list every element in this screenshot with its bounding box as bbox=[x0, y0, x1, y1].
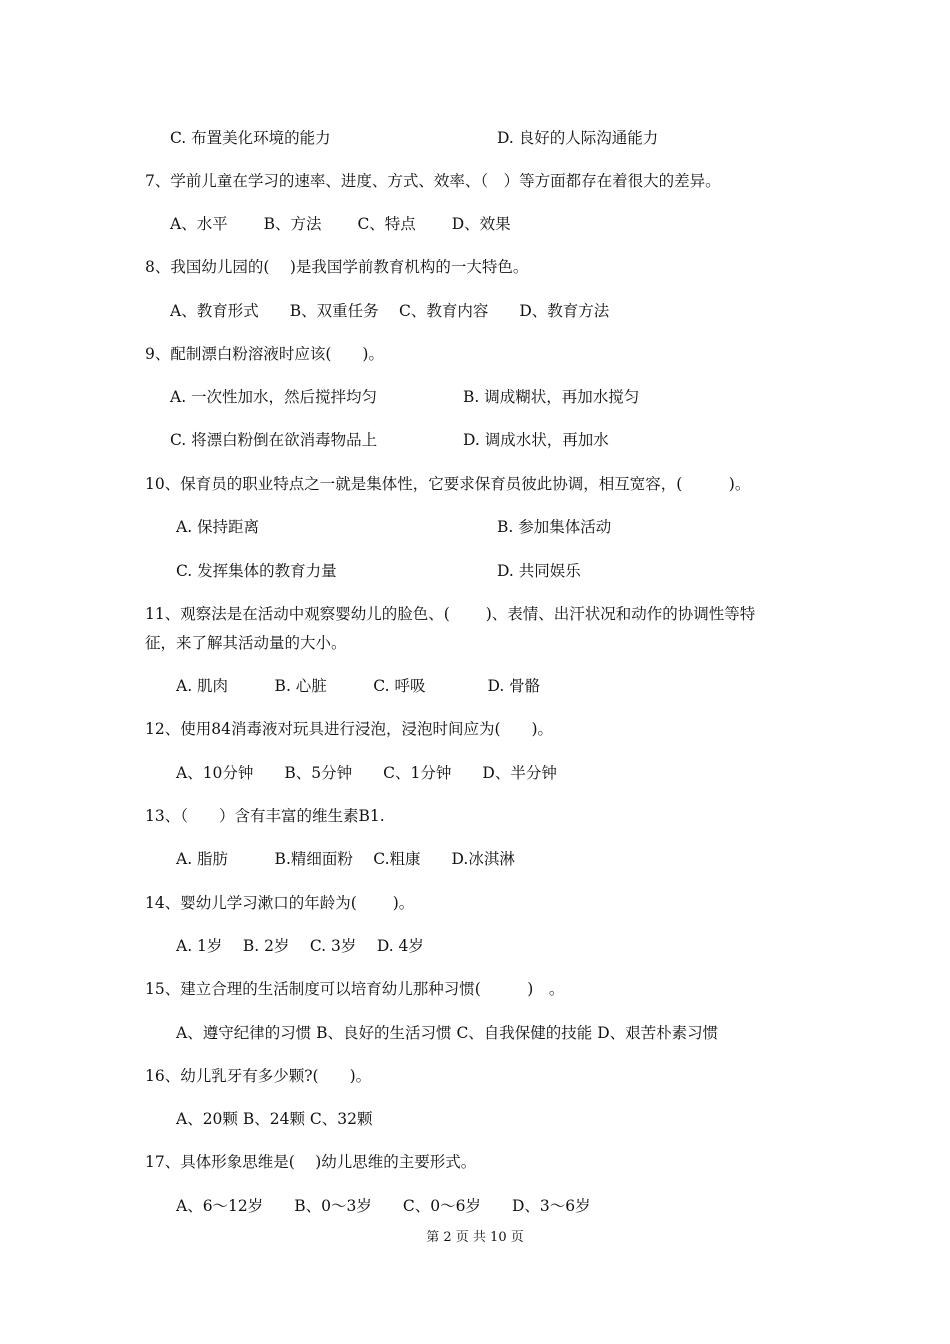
question-16-options: A、20颗 B、24颗 C、32颗 bbox=[176, 1110, 373, 1128]
question-13: 13、（ ）含有丰富的维生素B1. bbox=[145, 807, 385, 825]
question-8-options: A、教育形式 B、双重任务 C、教育内容 D、教育方法 bbox=[170, 302, 610, 320]
question-11-line-1: 11、观察法是在活动中观察婴幼儿的脸色、( )、表情、出汗状况和动作的协调性等特 bbox=[145, 605, 756, 623]
question-13-options: A. 脂肪 B.精细面粉 C.粗康 D.冰淇淋 bbox=[176, 850, 515, 868]
question-14: 14、婴幼儿学习漱口的年龄为( )。 bbox=[145, 894, 415, 912]
q10-option-a: A. 保持距离 bbox=[176, 518, 260, 536]
q6-option-c: C. 布置美化环境的能力 bbox=[170, 129, 331, 147]
question-7-options: A、水平 B、方法 C、特点 D、效果 bbox=[170, 215, 511, 233]
question-14-options: A. 1岁 B. 2岁 C. 3岁 D. 4岁 bbox=[176, 937, 424, 955]
q10-option-c: C. 发挥集体的教育力量 bbox=[176, 562, 337, 580]
question-15: 15、建立合理的生活制度可以培育幼儿那种习惯( ) 。 bbox=[145, 980, 565, 998]
q10-option-b: B. 参加集体活动 bbox=[497, 518, 612, 536]
question-8: 8、我国幼儿园的( )是我国学前教育机构的一大特色。 bbox=[145, 258, 529, 276]
question-9: 9、配制漂白粉溶液时应该( )。 bbox=[145, 345, 384, 363]
q9-option-a: A. 一次性加水，然后搅拌均匀 bbox=[170, 388, 378, 406]
q9-option-b: B. 调成糊状，再加水搅匀 bbox=[463, 388, 640, 406]
q10-option-d: D. 共同娱乐 bbox=[497, 562, 581, 580]
q9-option-c: C. 将漂白粉倒在欲消毒物品上 bbox=[170, 431, 378, 449]
question-17-options: A、6～12岁 B、0～3岁 C、0～6岁 D、3～6岁 bbox=[176, 1197, 591, 1215]
question-7: 7、学前儿童在学习的速率、进度、方式、效率、（ ）等方面都存在着很大的差异。 bbox=[145, 172, 721, 190]
question-10: 10、保育员的职业特点之一就是集体性，它要求保育员彼此协调，相互宽容，( )。 bbox=[145, 475, 751, 493]
question-12: 12、使用84消毒液对玩具进行浸泡，浸泡时间应为( )。 bbox=[145, 720, 554, 738]
question-16: 16、幼儿乳牙有多少颗?( )。 bbox=[145, 1067, 372, 1085]
question-11-line-2: 征，来了解其活动量的大小。 bbox=[145, 634, 347, 652]
page-footer: 第 2 页 共 10 页 bbox=[426, 1230, 524, 1245]
question-11-options: A. 肌肉 B. 心脏 C. 呼吸 D. 骨骼 bbox=[176, 677, 541, 695]
question-12-options: A、10分钟 B、5分钟 C、1分钟 D、半分钟 bbox=[176, 764, 557, 782]
question-15-options: A、遵守纪律的习惯 B、良好的生活习惯 C、自我保健的技能 D、艰苦朴素习惯 bbox=[176, 1024, 719, 1042]
q6-option-d: D. 良好的人际沟通能力 bbox=[497, 129, 659, 147]
q9-option-d: D. 调成水状，再加水 bbox=[463, 431, 609, 449]
question-17: 17、具体形象思维是( )幼儿思维的主要形式。 bbox=[145, 1153, 477, 1171]
